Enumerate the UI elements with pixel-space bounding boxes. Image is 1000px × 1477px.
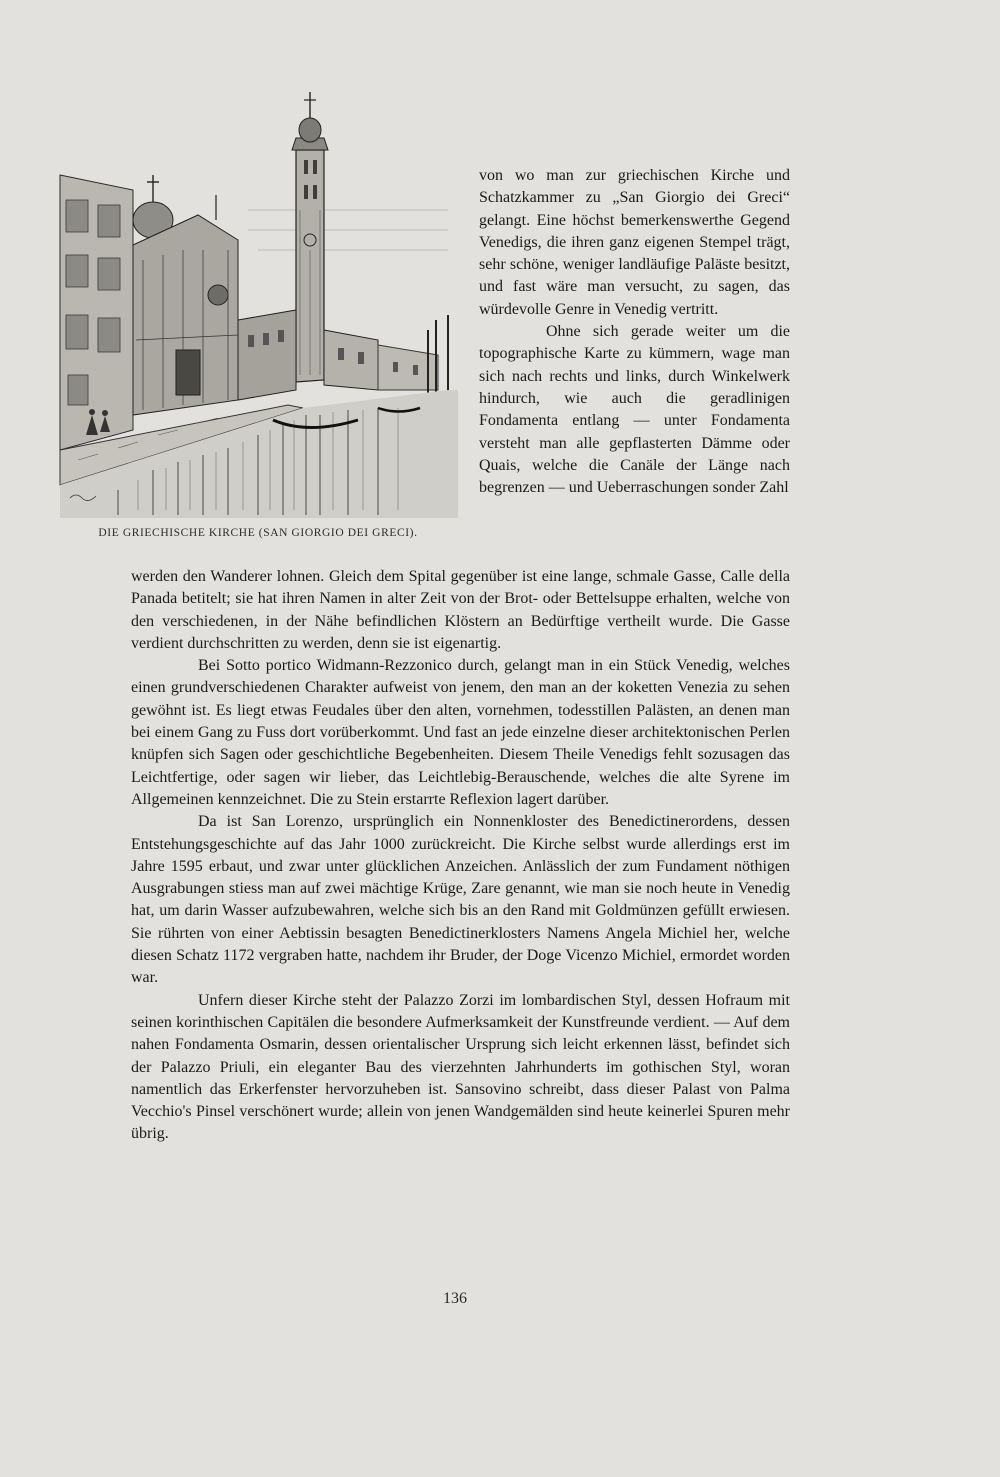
figure-caption: DIE GRIECHISCHE KIRCHE (SAN GIORGIO DEI GRECI).	[98, 527, 418, 539]
body-text	[131, 566, 790, 1146]
page-number: 136	[443, 1290, 467, 1307]
right-column-text	[479, 165, 790, 499]
paragraph: werden den Wanderer lohnen. Gleich dem Spital gegenüber ist eine lange, schmale Gasse, Calle della Panada betitelt; sie hat ihren Namen in alter Zeit von der Brot- oder Bettelsuppe erhalten, welche von den verschiedenen, in der Nähe befindlichen Klöstern an Bedürftige vertheilt wurde. Die Gasse verdient durchschritten zu werden, denn sie ist eigenartig.	[131, 568, 790, 652]
paragraph: Ohne sich gerade weiter um die topographische Karte zu kümmern, wage man sich nach rechts und links, durch Winkelwerk hindurch, wie auch die geradlinigen Fondamenta entlang — unter Fondamenta versteht man alle gepflasterten Dämme oder Quais, welche die Canäle der Länge nach begrenzen — und Ueberraschungen sonder Zahl	[479, 323, 790, 497]
paragraph: Da ist San Lorenzo, ursprünglich ein Nonnenkloster des Benedictinerordens, dessen Entstehungsgeschichte auf das Jahr 1000 zurückreicht. Die Kirche selbst wurde allerdings erst im Jahre 1595 erbaut, und zwar unter glücklichen Anzeichen. Anlässlich der zum Fundament nöthigen Ausgrabungen stiess man auf zwei mächtige Krüge, Zare genannt, wie man sie noch heute in Venedig hat, um darin Wasser aufzubewahren, welche sich bis an den Rand mit Goldmünzen gefüllt erwiesen. Sie rührten von einer Aebtissin besagten Benedictinerklosters Namens Angela Michiel her, welche diesen Schatz 1172 vergraben hatte, nachdem ihr Bruder, der Doge Vicenzo Michiel, ermordet worden war.	[131, 813, 790, 987]
engraving-illustration	[58, 90, 458, 518]
paragraph: von wo man zur griechischen Kirche und Schatzkammer zu „San Giorgio dei Greci“ gelangt. Eine höchst bemerkenswerthe Gegend Venedigs, die ihren ganz eigenen Stempel trägt, sehr schöne, weniger landläufige Paläste besitzt, und fast wäre man versucht, zu sagen, das würdevolle Genre in Venedig vertritt.	[479, 167, 790, 318]
paragraph: Bei Sotto portico Widmann-Rezzonico durch, gelangt man in ein Stück Venedig, welches einen grundverschiedenen Charakter aufweist von jenem, den man an der koketten Venezia zu sehen gewöhnt ist. Es liegt etwas Feudales über den alten, vornehmen, todesstillen Palästen, an denen man bei einem Gang zu Fuss dort vorüberkommt. Und fast an jede einzelne dieser architektonischen Perlen knüpfen sich Sagen oder geschichtliche Begebenheiten. Diesem Theile Venedigs fehlt sozusagen das Leichtfertige, oder sagen wir lieber, das Leichtlebig-Berauschende, welches die alte Syrene im Allgemeinen kennzeichnet. Die zu Stein erstarrte Reflexion lagert darüber.	[131, 657, 790, 808]
church-engraving	[58, 90, 458, 518]
paragraph: Unfern dieser Kirche steht der Palazzo Zorzi im lombardischen Styl, dessen Hofraum mit seinen korinthischen Capitälen die besondere Aufmerksamkeit der Kunstfreunde verdient. — Auf dem nahen Fondamenta Osmarin, dessen orientalischer Ursprung sich leicht erkennen lässt, befindet sich der Palazzo Priuli, ein eleganter Bau des vierzehnten Jahrhunderts im gothischen Styl, woran namentlich das Erkerfenster hervorzuheben ist. Sansovino schreibt, dass dieser Palast von Palma Vecchio's Pinsel verschönert wurde; allein von jenen Wandgemälden sind heute keinerlei Spuren mehr übrig.	[131, 991, 790, 1143]
